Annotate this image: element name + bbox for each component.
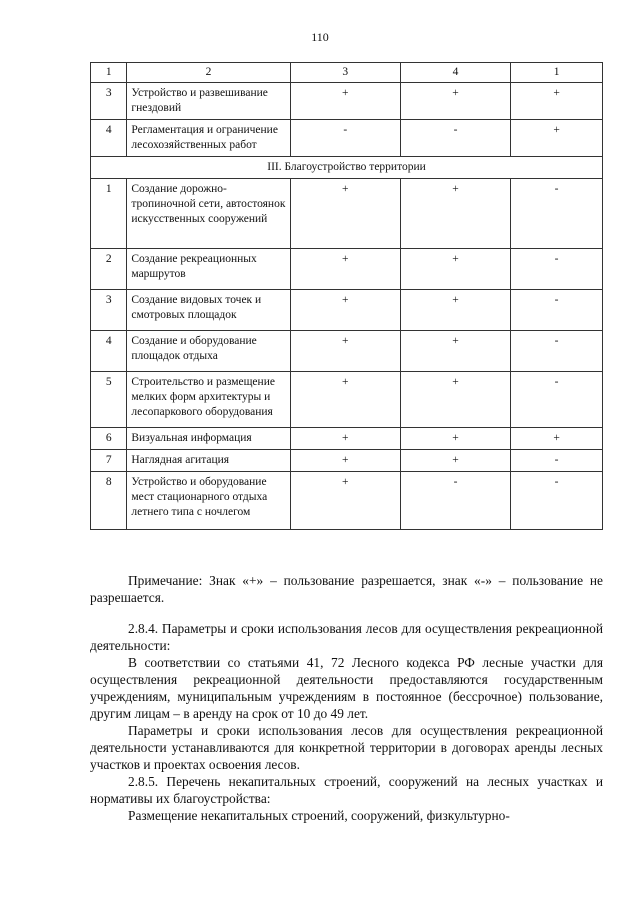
permission-cell: - bbox=[511, 472, 603, 530]
row-name: Наглядная агитация bbox=[127, 450, 290, 472]
permission-cell: + bbox=[290, 290, 400, 331]
permission-cell: + bbox=[511, 428, 603, 450]
permission-cell: + bbox=[290, 83, 400, 120]
row-number: 3 bbox=[91, 83, 127, 120]
row-number: 1 bbox=[91, 179, 127, 249]
permission-cell: + bbox=[290, 428, 400, 450]
section-heading-2-8-5: 2.8.5. Перечень некапитальных строений, сооружений на лесных участках и нормативы их благоустройства: bbox=[90, 774, 603, 806]
permission-cell: + bbox=[400, 450, 510, 472]
row-name: Строительство и размещение мелких форм архитектуры и лесопаркового оборудования bbox=[127, 372, 290, 428]
header-cell: 1 bbox=[511, 63, 603, 83]
permission-cell: - bbox=[400, 472, 510, 530]
permission-cell: + bbox=[511, 120, 603, 157]
row-name: Создание видовых точек и смотровых площадок bbox=[127, 290, 290, 331]
permission-cell: + bbox=[400, 179, 510, 249]
row-number: 7 bbox=[91, 450, 127, 472]
permission-cell: + bbox=[400, 428, 510, 450]
permission-cell: + bbox=[290, 179, 400, 249]
header-cell: 4 bbox=[400, 63, 510, 83]
row-name: Устройство и развешивание гнездовий bbox=[127, 83, 290, 120]
permission-cell: + bbox=[290, 450, 400, 472]
table-row bbox=[91, 249, 603, 290]
row-number: 4 bbox=[91, 331, 127, 372]
permission-cell: + bbox=[290, 472, 400, 530]
permission-cell: - bbox=[290, 120, 400, 157]
table-row bbox=[91, 428, 603, 450]
body-text bbox=[90, 572, 603, 824]
permission-cell: - bbox=[400, 120, 510, 157]
recreation-table bbox=[90, 62, 603, 530]
header-cell: 3 bbox=[290, 63, 400, 83]
permission-cell: + bbox=[290, 331, 400, 372]
paragraph: Размещение некапитальных строений, сооружений, физкультурно- bbox=[128, 808, 510, 823]
permission-cell: + bbox=[400, 83, 510, 120]
table-header-row bbox=[91, 63, 603, 83]
permission-cell: + bbox=[400, 290, 510, 331]
permission-cell: - bbox=[511, 290, 603, 331]
section-row bbox=[91, 157, 603, 179]
row-number: 3 bbox=[91, 290, 127, 331]
section-heading-2-8-4: 2.8.4. Параметры и сроки использования лесов для осуществления рекреационной деятельности: bbox=[90, 621, 603, 653]
table-row bbox=[91, 331, 603, 372]
paragraph: В соответствии со статьями 41, 72 Лесного кодекса РФ лесные участки для осуществления рекреационной деятельности предоставляются государственным учреждениям, муниципальным учреждениям в постоянное (бессрочное) пользование, другим лицам – в аренду на срок от 10 до 49 лет. bbox=[90, 655, 603, 721]
permission-cell: - bbox=[511, 450, 603, 472]
permission-cell: - bbox=[511, 372, 603, 428]
table-row bbox=[91, 450, 603, 472]
permission-cell: - bbox=[511, 179, 603, 249]
table-row bbox=[91, 120, 603, 157]
note-paragraph: Примечание: Знак «+» – пользование разрешается, знак «-» – пользование не разрешается. bbox=[90, 573, 603, 605]
row-name: Визуальная информация bbox=[127, 428, 290, 450]
permission-cell: + bbox=[400, 249, 510, 290]
table-row bbox=[91, 372, 603, 428]
paragraph: Параметры и сроки использования лесов для осуществления рекреационной деятельности устанавливаются для конкретной территории в договорах аренды лесных участков и проектах освоения лесов. bbox=[90, 723, 603, 772]
permission-cell: - bbox=[511, 249, 603, 290]
row-name: Создание и оборудование площадок отдыха bbox=[127, 331, 290, 372]
table-row bbox=[91, 83, 603, 120]
table-row bbox=[91, 290, 603, 331]
table-row bbox=[91, 179, 603, 249]
permission-cell: + bbox=[290, 372, 400, 428]
permission-cell: + bbox=[400, 372, 510, 428]
permission-cell: - bbox=[511, 331, 603, 372]
row-name: Создание дорожно-тропиночной сети, автостоянок искусственных сооружений bbox=[127, 179, 290, 249]
header-cell: 2 bbox=[127, 63, 290, 83]
header-cell: 1 bbox=[91, 63, 127, 83]
permission-cell: + bbox=[290, 249, 400, 290]
row-number: 4 bbox=[91, 120, 127, 157]
section-title: III. Благоустройство территории bbox=[91, 157, 603, 179]
row-number: 5 bbox=[91, 372, 127, 428]
permission-cell: + bbox=[400, 331, 510, 372]
table-row bbox=[91, 472, 603, 530]
row-number: 6 bbox=[91, 428, 127, 450]
row-name: Создание рекреационных маршрутов bbox=[127, 249, 290, 290]
page-number: 110 bbox=[311, 30, 329, 44]
row-number: 2 bbox=[91, 249, 127, 290]
row-name: Регламентация и ограничение лесохозяйственных работ bbox=[127, 120, 290, 157]
row-number: 8 bbox=[91, 472, 127, 530]
row-name: Устройство и оборудование мест стационарного отдыха летнего типа с ночлегом bbox=[127, 472, 290, 530]
permission-cell: + bbox=[511, 83, 603, 120]
